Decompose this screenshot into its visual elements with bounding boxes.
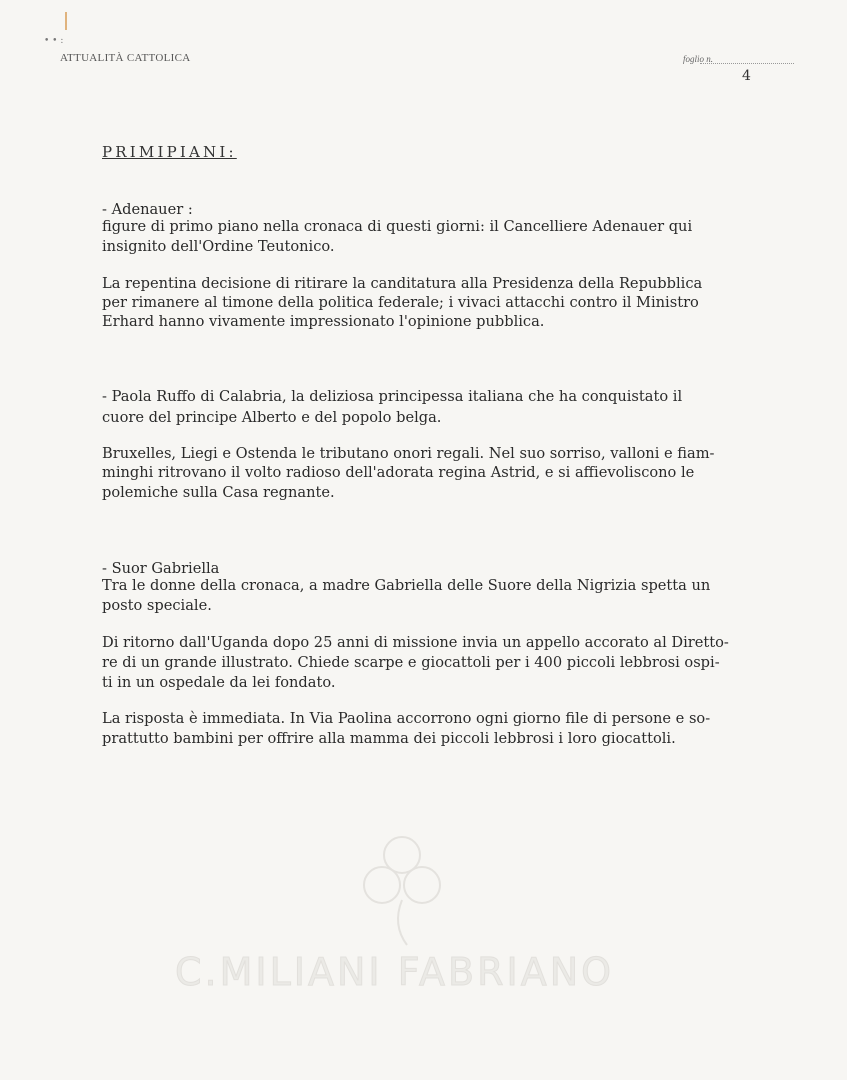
text-line: ti in un ospedale da lei fondato. xyxy=(102,674,336,691)
text-line: per rimanere al timone della politica federale; i vivaci attacchi contro il Ministro xyxy=(102,294,699,311)
text-line: figure di primo piano nella cronaca di questi giorni: il Cancelliere Adenauer qui xyxy=(102,218,693,235)
text-line: re di un grande illustrato. Chiede scarpe e giocattoli per i 400 piccoli lebbrosi ospi- xyxy=(102,654,720,671)
text-line: insignito dell'Ordine Teutonico. xyxy=(102,238,335,255)
text-line: polemiche sulla Casa regnante. xyxy=(102,484,335,501)
paper-mark-dots: • • : xyxy=(44,36,64,46)
text-line: La repentina decisione di ritirare la canditatura alla Presidenza della Repubblica xyxy=(102,275,703,292)
section-heading: - Adenauer : xyxy=(102,201,193,218)
sheet-label: foglio n. xyxy=(683,54,714,64)
sheet-number-line xyxy=(700,63,794,64)
text-line: prattutto bambini per offrire alla mamma dei piccoli lebbrosi i loro giocattoli. xyxy=(102,730,676,747)
paper-mark xyxy=(65,12,67,30)
section-heading: - Suor Gabriella xyxy=(102,560,220,577)
sheet-number: 4 xyxy=(742,68,751,84)
page-title: PRIMIPIANI: xyxy=(102,143,237,161)
publication-header: ATTUALITÀ CATTOLICA xyxy=(60,52,191,64)
text-line: Tra le donne della cronaca, a madre Gabriella delle Suore della Nigrizia spetta un xyxy=(102,577,711,594)
watermark: C.MILIANI FABRIANO xyxy=(175,950,615,994)
text-line: minghi ritrovano il volto radioso dell'adorata regina Astrid, e si affievoliscono le xyxy=(102,464,695,481)
text-line: La risposta è immediata. In Via Paolina accorrono ogni giorno file di persone e so- xyxy=(102,710,711,727)
text-line: Erhard hanno vivamente impressionato l'opinione pubblica. xyxy=(102,313,545,330)
text-line: Di ritorno dall'Uganda dopo 25 anni di missione invia un appello accorato al Diretto- xyxy=(102,634,729,651)
watermark-clover-icon xyxy=(362,830,442,950)
text-line: posto speciale. xyxy=(102,597,212,614)
section-heading: - Paola Ruffo di Calabria, la deliziosa principessa italiana che ha conquistato il xyxy=(102,388,683,405)
text-line: Bruxelles, Liegi e Ostenda le tributano onori regali. Nel suo sorriso, valloni e fiam- xyxy=(102,445,715,462)
text-line: cuore del principe Alberto e del popolo belga. xyxy=(102,409,442,426)
